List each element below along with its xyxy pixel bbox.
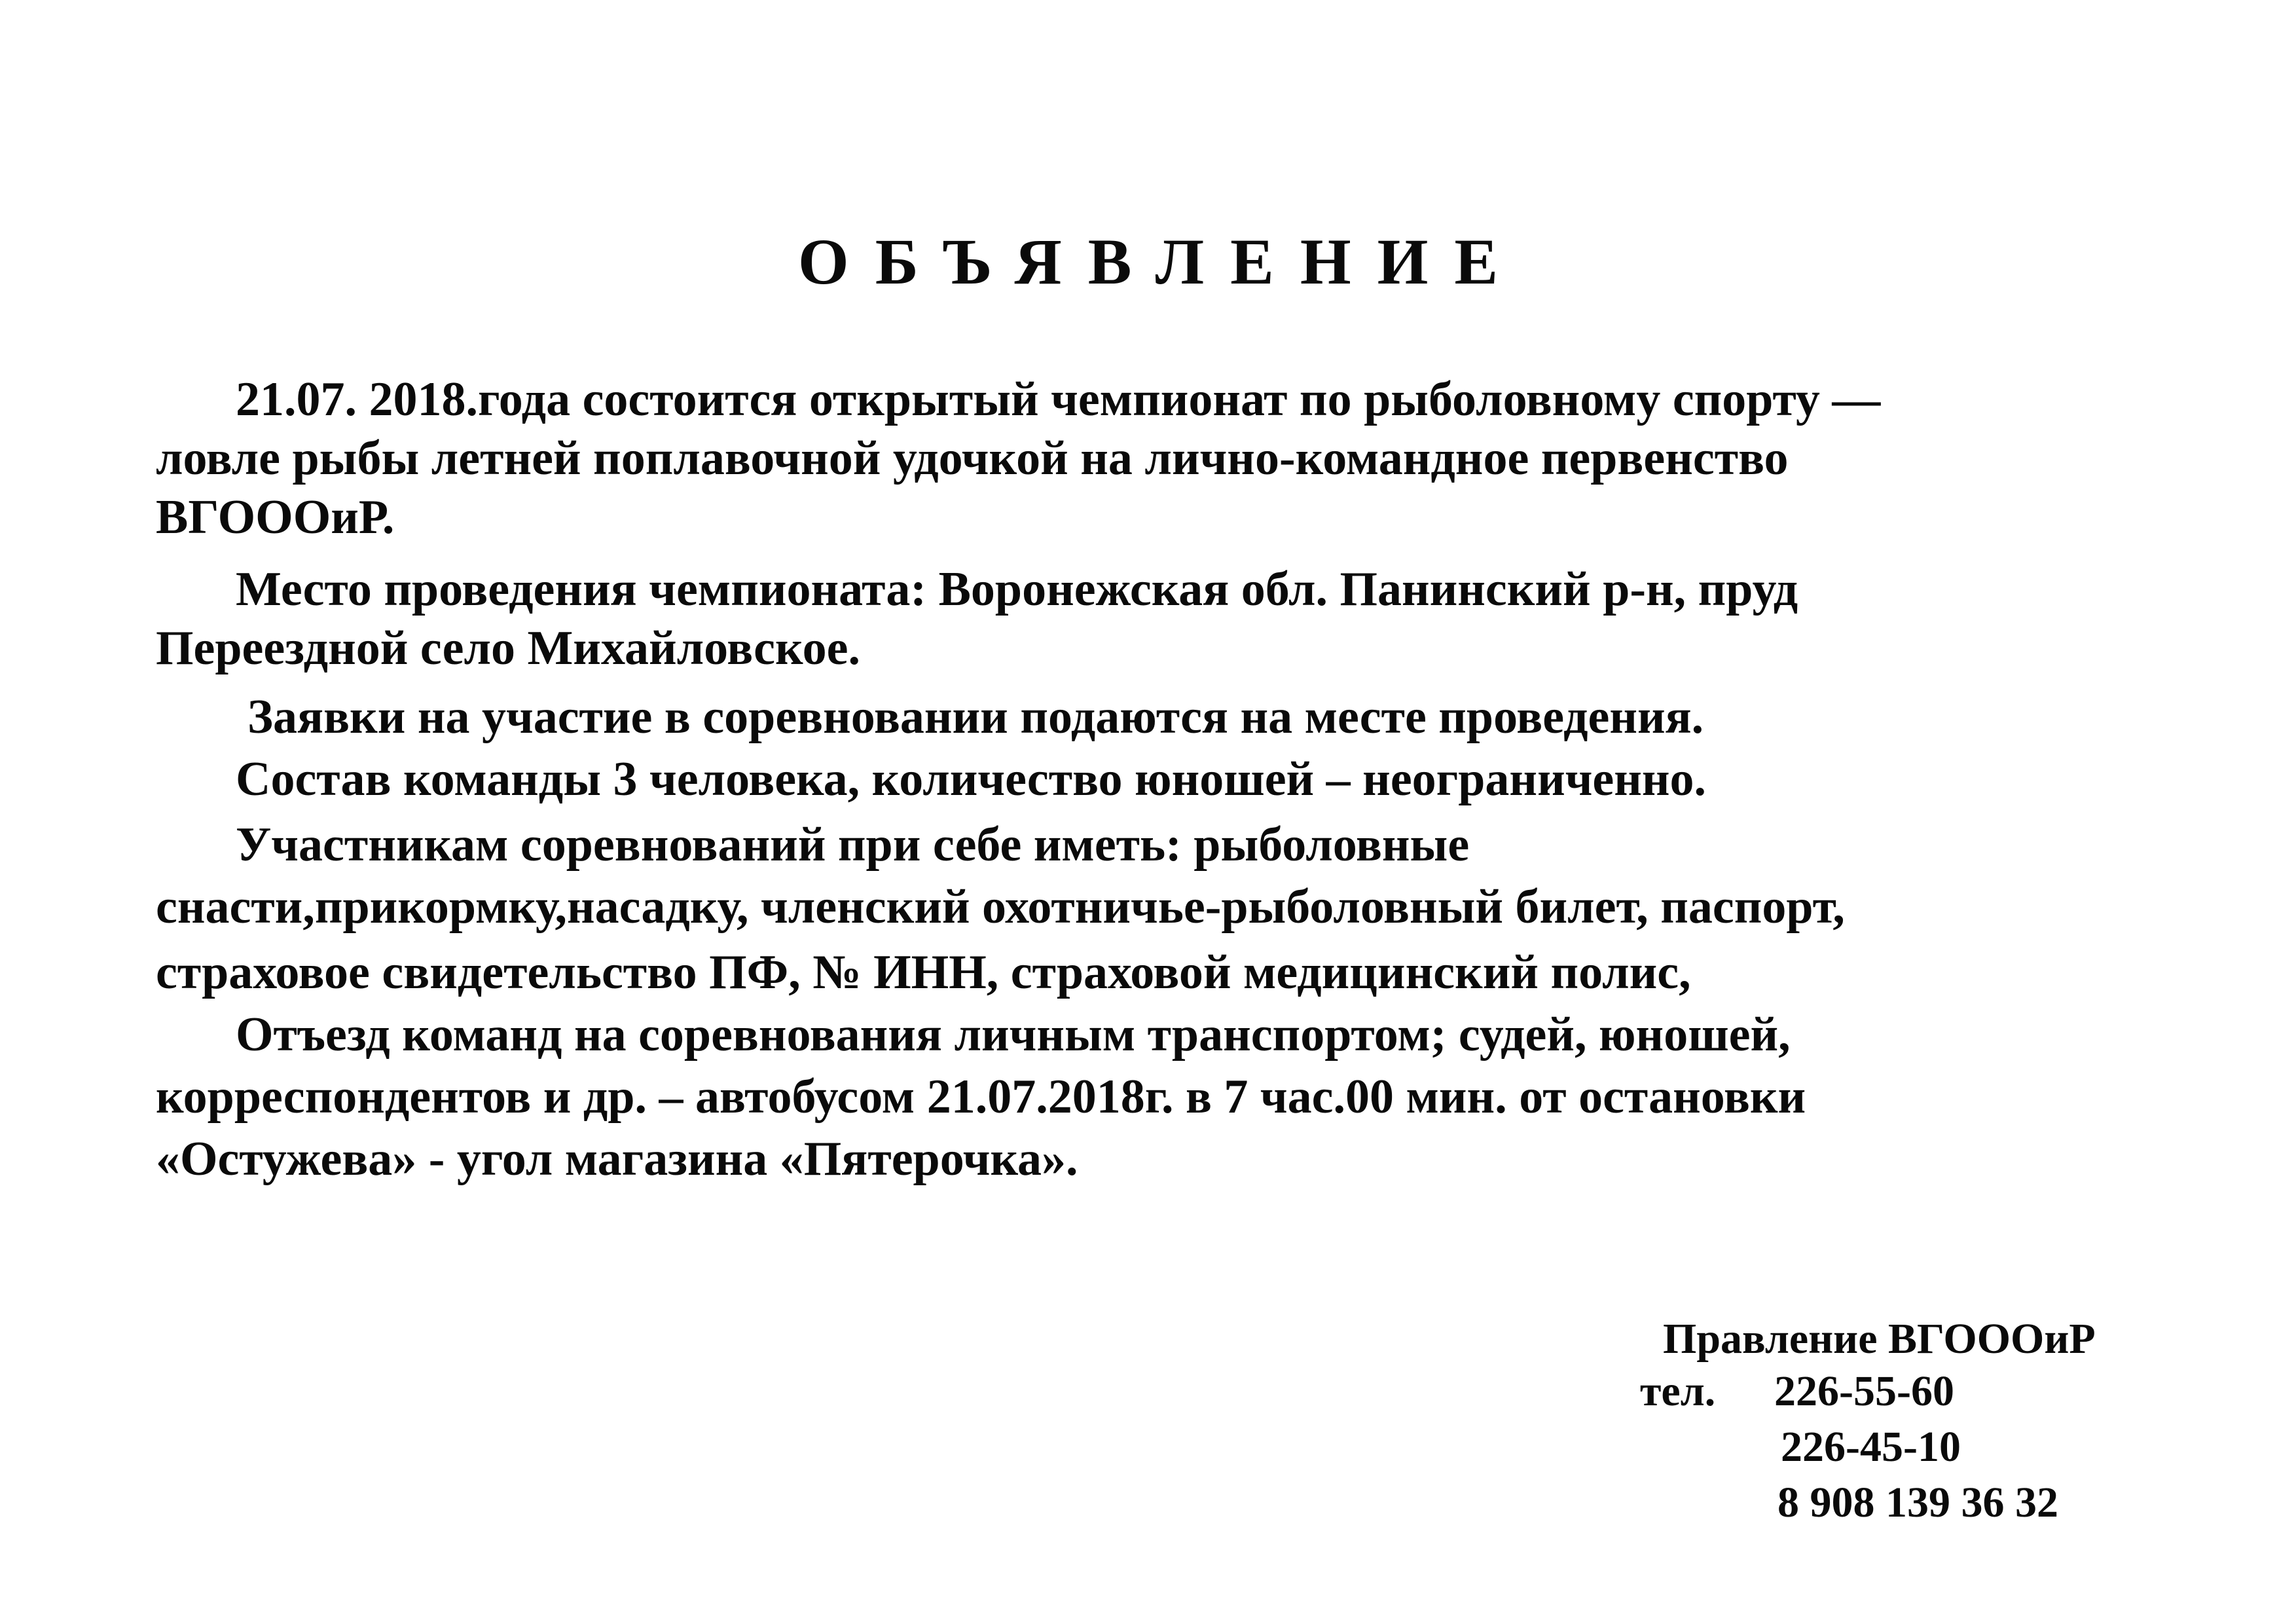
paragraph-line: «Остужева» - угол магазина «Пятерочка». (156, 1132, 1078, 1186)
paragraph-line: корреспондентов и др. – автобусом 21.07.2018г. в 7 час.00 мин. от остановки (156, 1070, 1806, 1124)
paragraph-line: ВГОООиР. (156, 490, 395, 544)
paragraph-line: Отъезд команд на соревнования личным транспортом; судей, юношей, (236, 1008, 1791, 1061)
paragraph-line: снасти,прикормку,насадку, членский охотничье-рыболовный билет, паспорт, (156, 880, 1845, 934)
phone-number: 226-45-10 (1781, 1423, 1961, 1471)
phone-number: 8 908 139 36 32 (1777, 1479, 2058, 1526)
paragraph-line: Участникам соревнований при себе иметь: рыболовные (236, 818, 1470, 872)
paragraph-line: Заявки на участие в соревновании подаются на месте проведения. (247, 690, 1704, 744)
paragraph-line: Место проведения чемпионата: Воронежская обл. Панинский р-н, пруд (236, 563, 1798, 616)
paragraph-line: Переездной село Михайловское. (156, 621, 860, 675)
phone-label: тел. (1640, 1367, 1716, 1415)
paragraph-line: 21.07. 2018.года состоится открытый чемпионат по рыболовному спорту — (236, 373, 1881, 426)
paragraph-line: Состав команды 3 человека, количество юношей – неограниченно. (236, 752, 1707, 806)
signature-org: Правление ВГОООиР (1663, 1315, 2096, 1363)
paragraph-line: страховое свидетельство ПФ, № ИНН, страховой медицинский полис, (156, 946, 1691, 999)
paragraph-line: ловле рыбы летней поплавочной удочкой на лично-командное первенство (156, 432, 1789, 485)
document-title: ОБЪЯВЛЕНИЕ (797, 225, 1525, 298)
phone-number: 226-55-60 (1774, 1367, 1954, 1415)
